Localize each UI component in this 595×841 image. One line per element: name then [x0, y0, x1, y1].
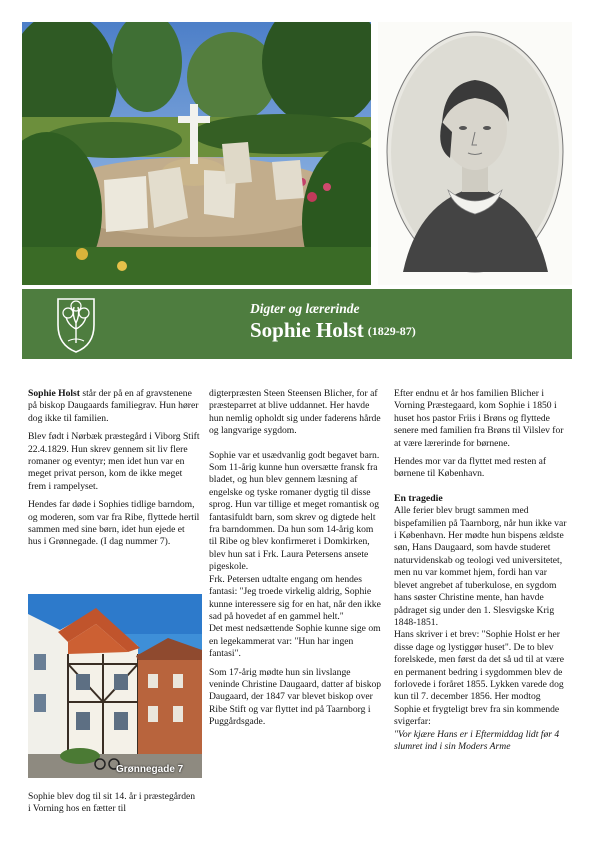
text-column-1-continued: [28, 791, 200, 822]
text-column-1: [28, 388, 200, 555]
paragraph: Sophie blev dog til sit 14. år i præstegården i Vorning hos en fætter til: [28, 791, 196, 815]
street-photo: [28, 594, 202, 778]
paragraph: Hendes mor var da flyttet med resten af børnene til København.: [394, 456, 547, 480]
text-column-3: [394, 388, 568, 759]
section-heading: En tragedie: [394, 492, 443, 504]
paragraph: digterpræsten Steen Steensen Blicher, for af præsteparret at blive uddannet. Her havde hun nemlig opholdt sig under faderens hårde og langvarige sygdom.: [209, 388, 381, 437]
paragraph: Sophie var et usædvanlig godt begavet barn.: [209, 449, 380, 461]
paragraph: Som 17-årig mødte hun sin livslange veninde Christine Daugaard, datter af biskop Daugaard, der 1847 var blevet biskop over Ribe Stift og var flyttet ind på Taarnborg i Puggårdsgade.: [209, 666, 382, 728]
street-photo-caption: Grønnegade 7: [116, 764, 184, 775]
letter-quote: "Vor kjære Hans er i Eftermiddag lidt før 4 slumret ind i sin Moders Arme: [394, 728, 560, 752]
paragraph: Hans skriver i et brev: "Sophie Holst er her disse dage og lystiggør huset". De to blev forelskede, men først da det så ud til at være en permanent bedring i sygdommen blev de forlovede i foråret 1855. Lykken varede dog kun til 7. december 1856. Her modtog Sophie et frygteligt brev fra sin kommende svigerfar:: [394, 629, 564, 728]
banner-subtitle: Digter og lærerinde: [250, 301, 360, 316]
title-years: (1829-87): [367, 324, 416, 338]
paragraph: Alle ferier blev brugt sammen med bispefamilien på Taarnborg, når hun ikke var i København. Her mødte hun bispens ældste søn, Hans Daugaard, som havde studeret naturvidenskab og teologi ved universitetet, men nu var kommet hjem, fordi han var blevet angrebet af tuberkulose, en sygdom hans søster Christine mente, han havde pådraget sig under den 1. Slesvigske Krig 1848-1851.: [394, 505, 567, 628]
portrait-engraving: [378, 22, 572, 285]
text-column-2: [209, 388, 383, 735]
paragraph: Frk. Petersen udtalte engang om hendes fantasi: "Jeg troede virkelig aldrig, Sophie kunne interessere sig for en hat, når den ikke sad på hovedet af en gammel helt.": [209, 573, 381, 622]
name-highlight: Sophie Holst: [28, 388, 80, 399]
title-name: Sophie Holst: [250, 318, 364, 342]
page-title: [250, 318, 416, 343]
paragraph: Efter endnu et år hos familien Blicher i Vorning Præstegaard, kom Sophie i 1850 i huset hos pastor Friis i Brøns og flyttede senere med familien fra Brøns til Vilslev for at være lærerinde for børnene.: [394, 388, 564, 449]
paragraph: Som 11-årig kunne hun oversætte fransk fra bladet, og hun blev gennem læsning af engelske og tyske romaner dygtig til disse sprog. Hun var tillige et meget romantisk og fantasifuldt barn, som skrev og digtede helt fra barndommen. Da hun som 14-årig kom til Ribe og blev konfirmeret i Domkirken, blev hun sat i Frk. Laura Petersens ansete pigeskole.: [209, 462, 379, 573]
paragraph: Det mest nedsættende Sophie kunne sige om en legekammerat var: "Hun har ingen fantasi".: [209, 623, 381, 660]
paragraph: Blev født i Nørbæk præstegård i Viborg Stift 22.4.1829. Hun skrev gennem sit liv flere romaner og eventyr; men idet hun var en meget privat person, kom de ikke meget frem i rampelyset.: [28, 431, 200, 492]
paragraph: Sophie Holst står der på en af gravstenene på biskop Daugaards familiegrav. Hun hører dog ikke til familien.: [28, 388, 199, 424]
grave-photo: [22, 22, 371, 285]
paragraph: Hendes far døde i Sophies tidlige barndom, og moderen, som var fra Ribe, flyttede hertil sammen med sine børn, idet hun ejede et hus i Grønnegade. (I dag nummer 7).: [28, 499, 200, 548]
ribe-kirkegaarde-logo: [50, 295, 102, 355]
